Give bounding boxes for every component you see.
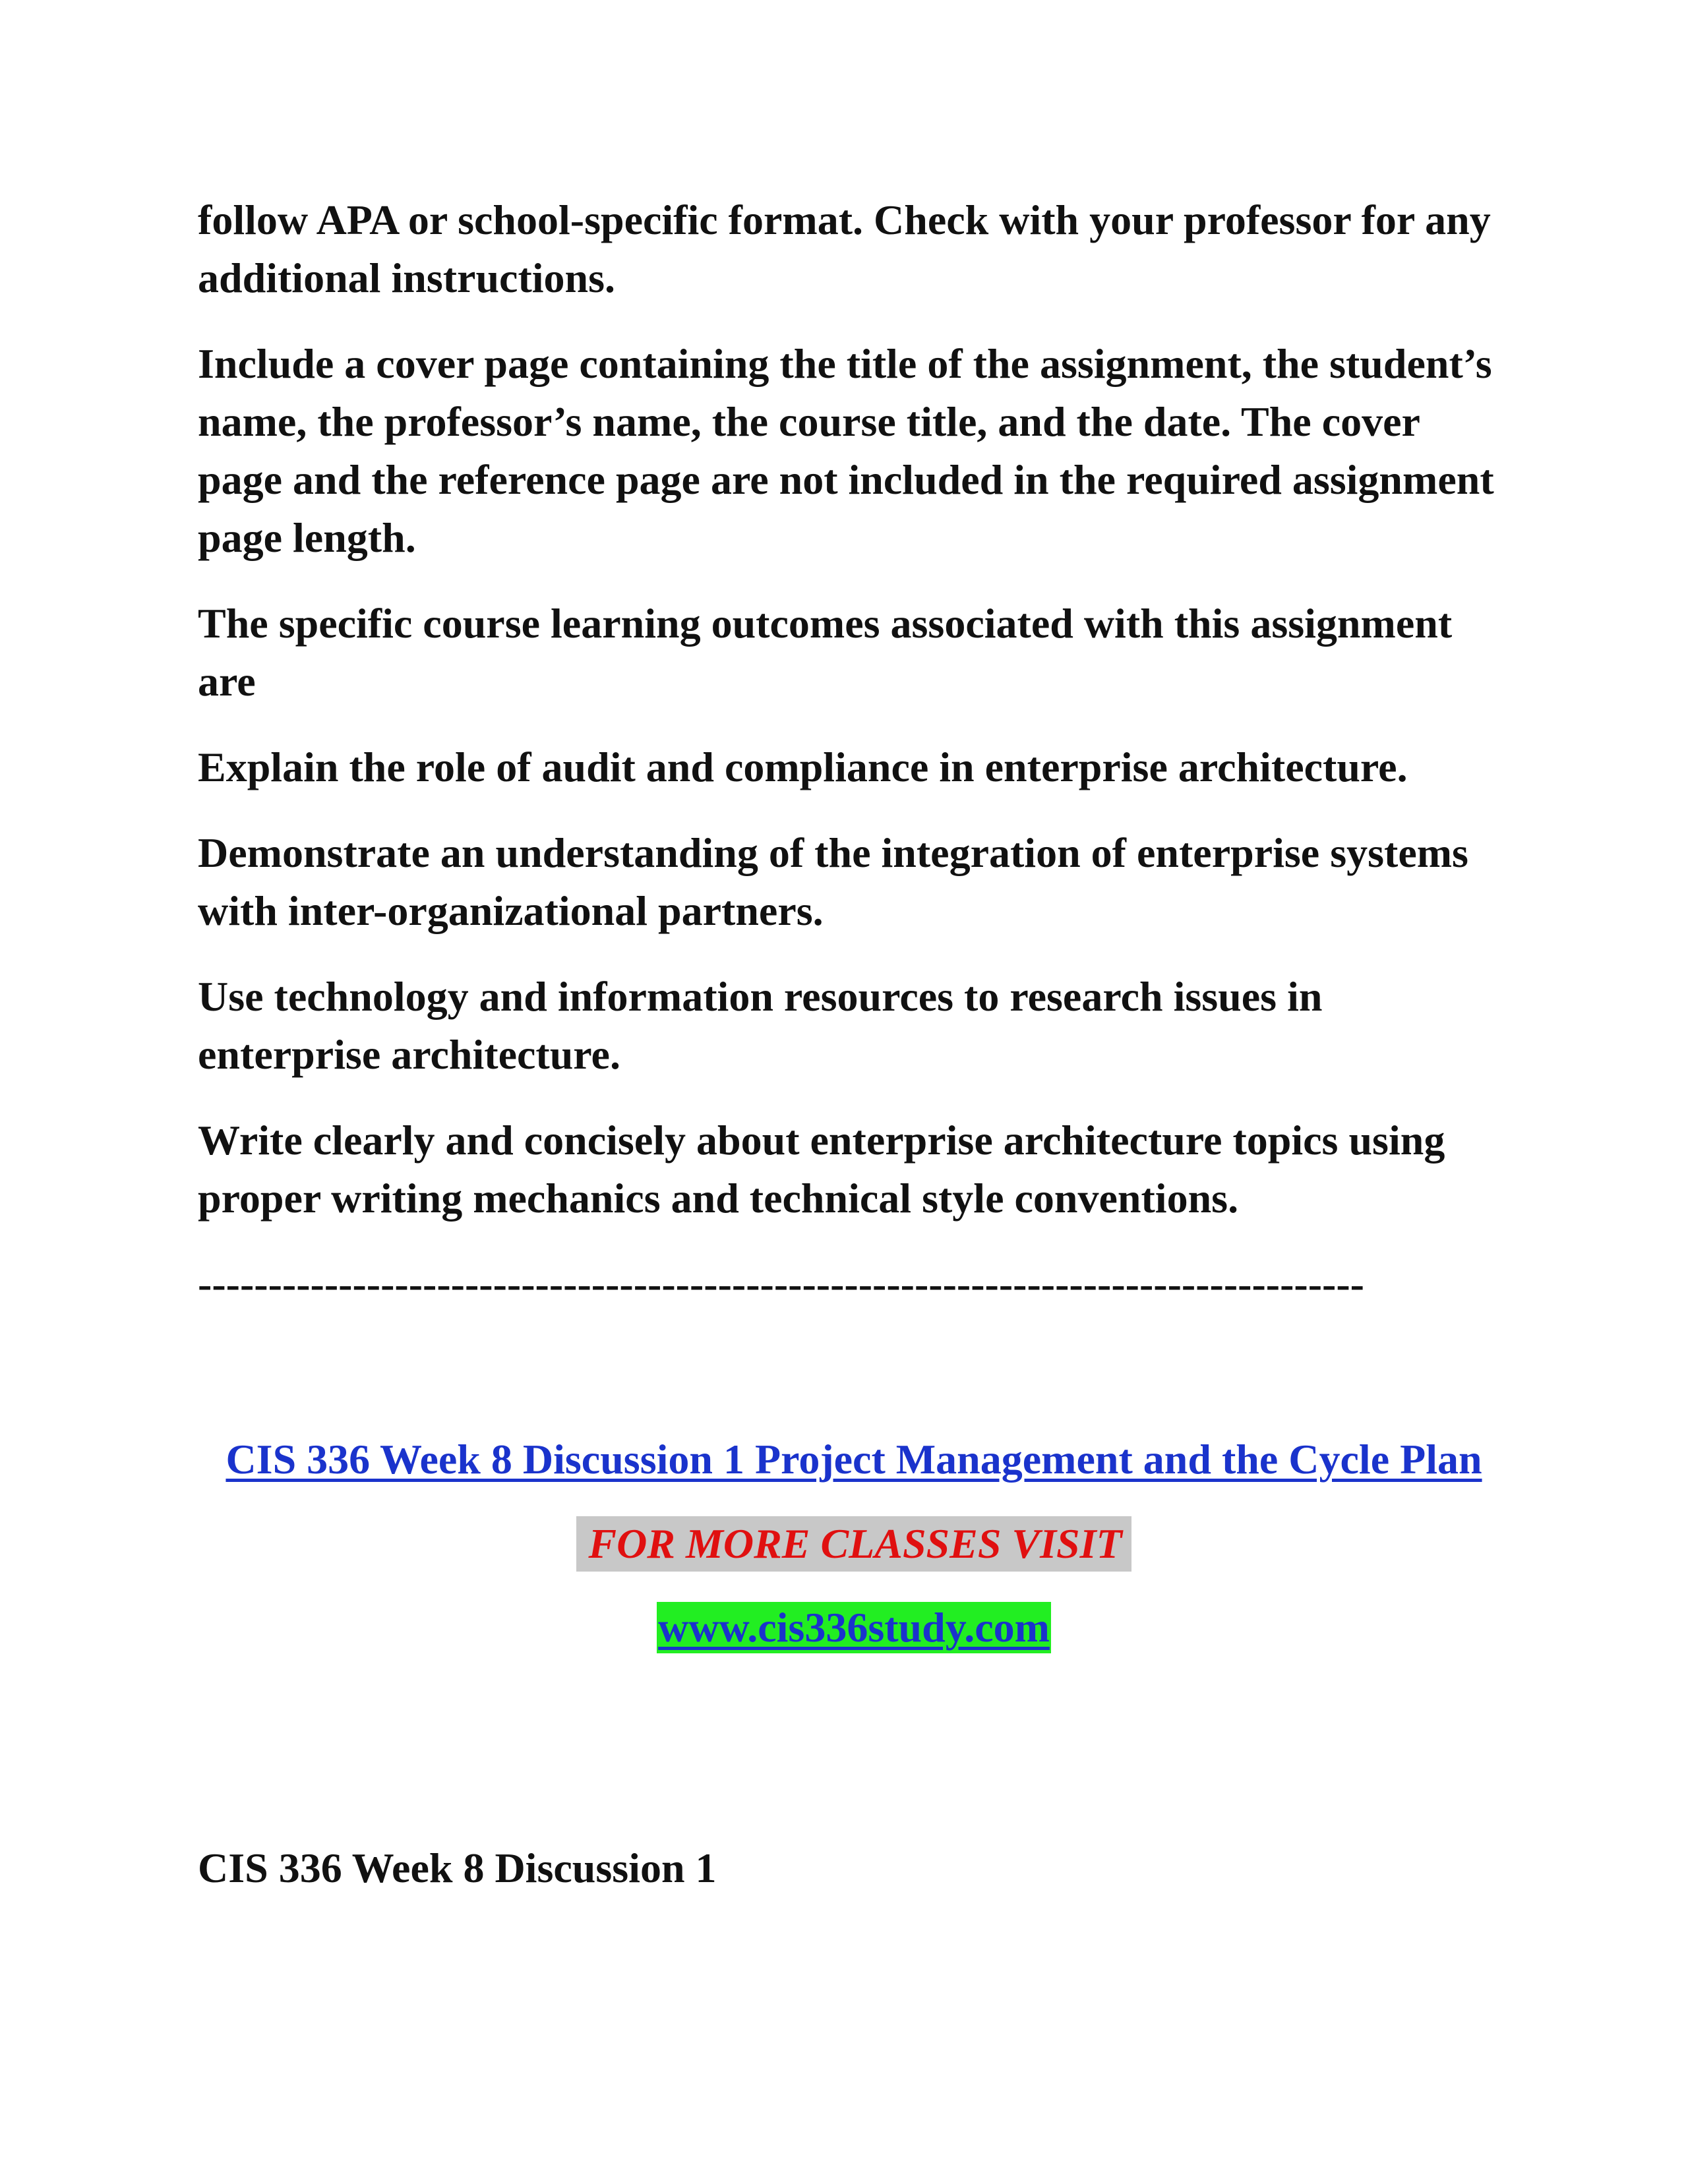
paragraph-cover-page: Include a cover page containing the title of the assignment, the student’s name, the professor’s name, the course title, and the date. The cover page and the reference page are not included in the required assignment page length. — [198, 340, 1494, 561]
dashed-divider: ----------------------------------------------------------------------------------- — [198, 1260, 1364, 1307]
visit-banner: FOR MORE CLASSES VISIT — [576, 1516, 1131, 1572]
promo-block — [198, 1431, 1510, 1653]
paragraph-outcome-writing: Write clearly and concisely about enterprise architecture topics using proper writing mechanics and technical style conventions. — [198, 1117, 1445, 1222]
paragraph-format-note: follow APA or school-specific format. Check with your professor for any additional instructions. — [198, 196, 1491, 301]
course-title-link[interactable]: CIS 336 Week 8 Discussion 1 Project Management and the Cycle Plan — [226, 1436, 1482, 1483]
paragraph-outcomes-intro: The specific course learning outcomes associated with this assignment are — [198, 600, 1453, 705]
paragraph-outcome-integration: Demonstrate an understanding of the integration of enterprise systems with inter-organizational partners. — [198, 829, 1468, 934]
section-heading: CIS 336 Week 8 Discussion 1 — [198, 1845, 717, 1891]
site-link-wrapper — [198, 1602, 1510, 1653]
paragraph-outcome-research: Use technology and information resources to research issues in enterprise architecture. — [198, 973, 1323, 1078]
site-link[interactable]: www.cis336study.com — [657, 1602, 1051, 1653]
document-body — [198, 191, 1510, 1313]
paragraph-outcome-audit: Explain the role of audit and compliance in enterprise architecture. — [198, 744, 1408, 790]
